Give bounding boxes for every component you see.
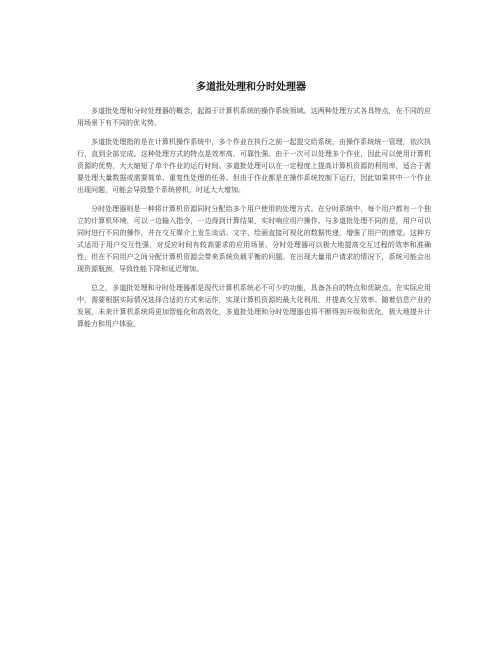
document-title: 多道批处理和分时处理器	[196, 82, 306, 93]
document-body	[77, 105, 431, 337]
paragraph-time-sharing: 分时处理器则是一种将计算机资源同时分配给多个用户使用的处理方式。在分时系统中，每个用户都有一个独立的计算机环境，可以一边输入指令，一边得到计算结果，实时响应用户操作。与多道批处理不同的是，用户可以同时进行不同的操作，并在交互媒介上发生谈话、文字、绘画直接可视化的数据传递，增强了用户的感觉。这种方式适用于用户交互性强、对反应时间有较高要求的应用场景。分时处理器可以极大地提高交互过程的效率和准确性，但在不同用户之间分配计算机资源会带来系统负载平衡的问题。在出现大量用户请求的情况下，系统可能会出现资源瓶颈，导致性能下降和延迟增加。	[77, 205, 431, 273]
paragraph-conclusion: 总之，多道批处理和分时处理器都是现代计算机系统必不可少的功能，具备各自的特点和优缺点。在实际应用中，需要根据实际情况选择合适的方式来运作，实现计算机资源的最大化利用，并提高交互效率。随着信息产业的发展，未来计算机系统将更加智能化和高效化，多道批处理和分时处理器也将不断得到升级和优化，极大地提升计算能力和用户体验。	[77, 284, 431, 328]
paragraph-batch-processing: 多道批处理指的是在计算机操作系统中，多个作业在执行之前一起提交给系统，由操作系统统一管理，依次执行，直到全部完成。这种处理方式的特点是效率高，可靠性强。由于一次可以处理多个作业，因此可以使用计算机资源的优势，大大缩短了单个作业的运行时间。多道批处理可以在一定程度上提高计算机资源的利用率，适合于需要处理大量数据或需要简单、重复性处理的任务。但由于作业都是在操作系统控制下运行，因此如果其中一个作业出现问题，可能会导致整个系统停机，时延大大增加。	[77, 138, 431, 194]
paragraph-intro: 多道批处理和分时处理器的概念，起源于计算机系统的操作系统领域。这两种处理方式各具特点，在不同的应用场景下有不同的优劣势。	[77, 107, 431, 127]
